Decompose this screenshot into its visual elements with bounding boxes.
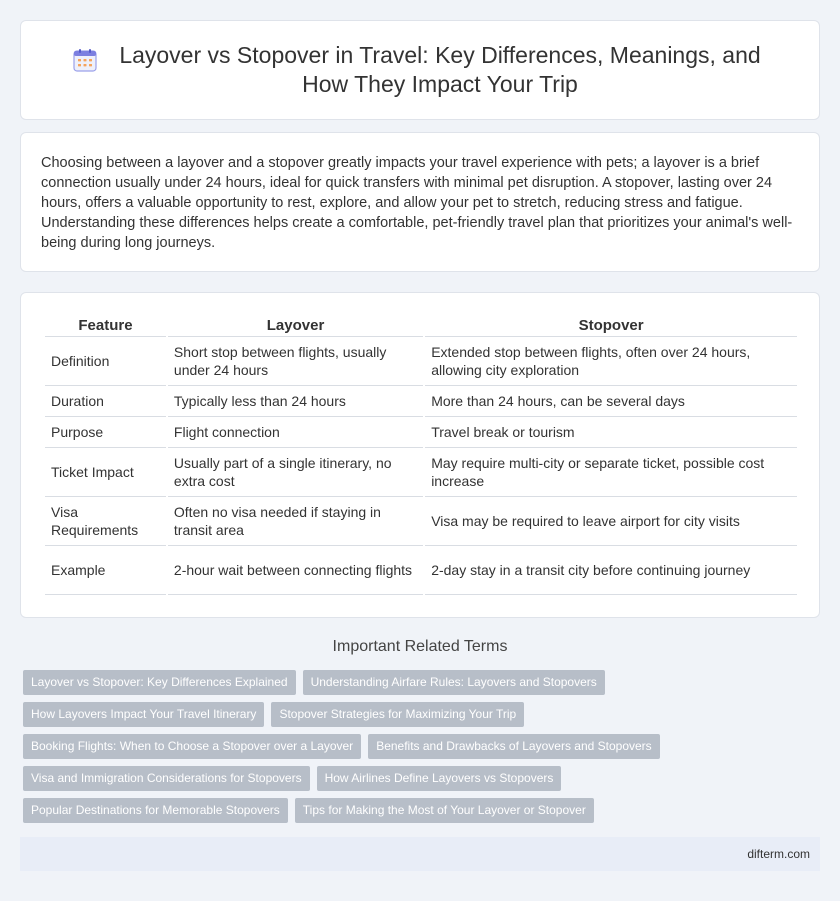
table-row [45, 546, 797, 595]
table-row [45, 337, 797, 386]
related-term-tag[interactable]: Layover vs Stopover: Key Differences Explained [23, 670, 296, 695]
page-title: Layover vs Stopover in Travel: Key Differences, Meanings, and How They Impact Your Trip [119, 42, 761, 97]
table-row [45, 417, 797, 448]
row-stopover: 2-day stay in a transit city before continuing journey [425, 546, 797, 595]
header-stopover: Stopover [425, 311, 797, 337]
header-card [20, 20, 820, 120]
table-row [45, 497, 797, 546]
header-layover: Layover [168, 311, 423, 337]
table-row [45, 448, 797, 497]
row-stopover: May require multi-city or separate ticket, possible cost increase [425, 448, 797, 497]
row-layover: 2-hour wait between connecting flights [168, 546, 423, 595]
row-stopover: Travel break or tourism [425, 417, 797, 448]
row-layover: Typically less than 24 hours [168, 386, 423, 417]
row-feature: Purpose [45, 417, 166, 448]
row-feature: Ticket Impact [45, 448, 166, 497]
row-layover: Often no visa needed if staying in transit area [168, 497, 423, 546]
related-term-tag[interactable]: Popular Destinations for Memorable Stopovers [23, 798, 288, 823]
related-term-tag[interactable]: Stopover Strategies for Maximizing Your Trip [271, 702, 524, 727]
footer [20, 837, 820, 871]
row-feature: Example [45, 546, 166, 595]
comparison-table [43, 311, 799, 595]
table-row [45, 386, 797, 417]
table-header-row [45, 311, 797, 337]
row-feature: Definition [45, 337, 166, 386]
related-term-tag[interactable]: How Airlines Define Layovers vs Stopovers [317, 766, 562, 791]
row-feature: Duration [45, 386, 166, 417]
related-term-tag[interactable]: Visa and Immigration Considerations for Stopovers [23, 766, 310, 791]
row-stopover: Visa may be required to leave airport for city visits [425, 497, 797, 546]
row-layover: Flight connection [168, 417, 423, 448]
related-term-tag[interactable]: Tips for Making the Most of Your Layover or Stopover [295, 798, 594, 823]
related-term-tag[interactable]: Benefits and Drawbacks of Layovers and Stopovers [368, 734, 659, 759]
header-feature: Feature [45, 311, 166, 337]
comparison-table-card [20, 292, 820, 618]
row-feature: Visa Requirements [45, 497, 166, 546]
intro-paragraph: Choosing between a layover and a stopover greatly impacts your travel experience with pets; a layover is a brief connection usually under 24 hours, ideal for quick transfers with minimal pet disruption. A stopover, lasting over 24 hours, offers a valuable opportunity to rest, explore, and allow your pet to stretch, reducing stress and fatigue. Understanding these differences helps create a comfortable, pet-friendly travel plan that prioritizes your animal's well-being during long journeys. [41, 155, 793, 251]
intro-card [20, 132, 820, 272]
related-term-tag[interactable]: Understanding Airfare Rules: Layovers and Stopovers [303, 670, 605, 695]
related-term-tag[interactable]: Booking Flights: When to Choose a Stopover over a Layover [23, 734, 361, 759]
row-stopover: Extended stop between flights, often over 24 hours, allowing city exploration [425, 337, 797, 386]
footer-site-link[interactable]: difterm.com [747, 847, 810, 861]
related-terms-list [23, 670, 823, 830]
related-terms-title: Important Related Terms [332, 638, 508, 655]
row-layover: Usually part of a single itinerary, no extra cost [168, 448, 423, 497]
row-layover: Short stop between flights, usually under 24 hours [168, 337, 423, 386]
related-term-tag[interactable]: How Layovers Impact Your Travel Itinerary [23, 702, 264, 727]
row-stopover: More than 24 hours, can be several days [425, 386, 797, 417]
